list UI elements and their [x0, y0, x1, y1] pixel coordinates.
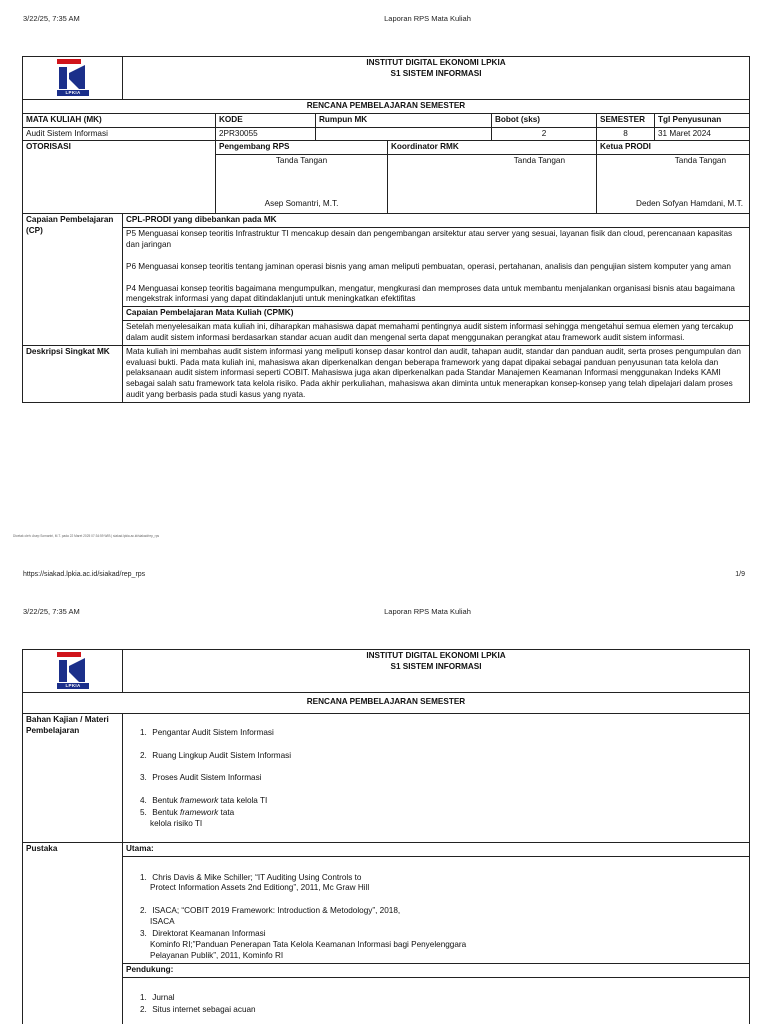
footer-url: https://siakad.lpkia.ac.id/siakad/rep_rps: [23, 571, 146, 578]
cpmk-header: Capaian Pembelajaran Mata Kuliah (CPMK): [123, 307, 750, 321]
institute-name: INSTITUT DIGITAL EKONOMI LPKIA: [366, 651, 506, 660]
cpl-p5: P5 Menguasai konsep teoritis Infrastruktur TI mencakup desain dan pengembangan arsitektur atau server yang sesuai, layanan fisik dan cloud, perencanaan kapasitas dan jaringan: [126, 229, 733, 249]
lpkia-logo: [57, 59, 89, 97]
rps-table-page2: [22, 649, 750, 1024]
mata-kuliah-header: MATA KULIAH (MK): [23, 113, 216, 127]
rps-table-page1: [22, 56, 750, 403]
rps-title: RENCANA PEMBELAJARAN SEMESTER: [23, 693, 750, 714]
kode-value: 2PR30055: [216, 127, 316, 141]
koordinator-signature-box: [388, 155, 597, 214]
pustaka-utama-list: [126, 873, 746, 962]
program-name: S1 SISTEM INFORMASI: [390, 68, 482, 78]
list-item: 1. Pengantar Audit Sistem Informasi: [140, 727, 274, 737]
pustaka-utama-content: [123, 856, 750, 964]
print-header-page2: [0, 607, 768, 621]
lpkia-logo: [57, 652, 89, 690]
bahan-kajian-content: [123, 713, 750, 842]
pustaka-pendukung-content: [123, 978, 750, 1024]
semester-header: SEMESTER: [597, 113, 655, 127]
signature-label: Tanda Tangan: [674, 156, 726, 166]
list-item: 5. Bentuk framework tata kelola risiko TI: [140, 808, 235, 828]
institute-name: INSTITUT DIGITAL EKONOMI LPKIA: [366, 58, 506, 67]
materi-list: [126, 728, 746, 830]
pustaka-pendukung-header: Pendukung:: [123, 964, 750, 978]
logo-cell: [23, 57, 123, 100]
pengembang-header: Pengembang RPS: [216, 141, 388, 155]
list-item: 4. Bentuk framework tata kelola TI: [140, 796, 268, 806]
rumpun-header: Rumpun MK: [316, 113, 492, 127]
cpl-p6: P6 Menguasai konsep teoritis tentang jaminan operasi bisnis yang aman meliputi pembuatan, operasi, pertahanan, analisis dan pengujian sistem komputer yang aman: [126, 261, 731, 271]
bobot-header: Bobot (sks): [492, 113, 597, 127]
ketua-signature-box: [597, 155, 750, 214]
deskripsi-content: Mata kuliah ini membahas audit sistem informasi yang meliputi konsep dasar kontrol dan audit, tahapan audit, standar dan panduan audit, serta proses pengumpulan dan evaluasi bukti. Pada mata kuliah ini, mahasiswa akan diperkenalkan dengan beberapa framework yang dapat dipakai sebagai panduan penyusunan tata kelola dan pelaksanaan audit sistem informasi seperti COBIT. Mahasiswa juga akan diperkenalkan pada Standar Manajemen Keamanan Informasi menggunakan Indeks KAMI sebagai salah satu framework tata kelola risiko. Pada akhir perkuliahan, mahasiswa akan diminta untuk menerapkan konsep-konsep yang telah dipelajari dalam proses audit yang berbasis pada studi kasus yang nyata.: [123, 345, 750, 402]
bahan-kajian-label: Bahan Kajian / Materi Pembelajaran: [23, 713, 123, 842]
pengembang-signature-box: [216, 155, 388, 214]
bobot-value: 2: [492, 127, 597, 141]
tgl-header: Tgl Penyusunan: [655, 113, 750, 127]
otorisasi-label: OTORISASI: [23, 141, 216, 214]
print-doc-title: Laporan RPS Mata Kuliah: [384, 607, 471, 616]
kode-header: KODE: [216, 113, 316, 127]
logo-plate: LPKIA: [57, 90, 89, 96]
pustaka-pendukung-list: [126, 993, 746, 1016]
list-item: 1. Jurnal: [140, 993, 175, 1003]
print-note: Dicetak oleh: Asep Somantri, M.T. pada 22 Maret 2025 07:34:59 WIB | siakad.lpkia.ac.id/siakad/rep_rps: [13, 534, 160, 538]
mata-kuliah-value: Audit Sistem Informasi: [23, 127, 216, 141]
list-item: 2. ISACA; “COBIT 2019 Framework: Introduction & Metodology”, 2018, ISACA: [140, 906, 401, 927]
institute-header: [123, 57, 750, 100]
ketua-header: Ketua PRODI: [597, 141, 750, 155]
koordinator-header: Koordinator RMK: [388, 141, 597, 155]
cpl-content: [123, 228, 750, 307]
semester-value: 8: [597, 127, 655, 141]
list-item: 3. Direktorat Keamanan Informasi Kominfo RI;”Panduan Penerapan Tata Kelola Keamanan Informasi bagi Penyelenggara Pelayanan Publik”, 2011, Kominfo RI: [140, 928, 467, 960]
institute-header: [123, 650, 750, 693]
list-item: 3. Proses Audit Sistem Informasi: [140, 773, 262, 783]
list-item: 2. Situs internet sebagai acuan: [140, 1005, 256, 1015]
print-timestamp: 3/22/25, 7:35 AM: [23, 607, 80, 616]
pustaka-label: Pustaka: [23, 842, 123, 1024]
pengembang-name: Asep Somantri, M.T.: [264, 199, 339, 209]
ketua-name: Deden Sofyan Hamdani, M.T.: [636, 199, 743, 209]
tgl-value: 31 Maret 2024: [655, 127, 750, 141]
program-name: S1 SISTEM INFORMASI: [390, 661, 482, 671]
signature-label: Tanda Tangan: [513, 156, 565, 166]
footer-page-number: 1/9: [735, 571, 745, 578]
print-doc-title: Laporan RPS Mata Kuliah: [384, 14, 471, 23]
signature-label: Tanda Tangan: [275, 156, 328, 166]
cpmk-content: Setelah menyelesaikan mata kuliah ini, diharapkan mahasiswa dapat memahami pentingnya audit sistem informasi sehingga mengetahui semua elemen yang tercakup dalam audit sistem informasi berdasarkan standar acuan audit dan mengenal serta dapat menggunakan perangkat atau framework audit sistem informasi.: [123, 321, 750, 346]
cpl-p4: P4 Menguasai konsep teoritis bagaimana mengumpulkan, mengatur, mengkurasi dan memproses data untuk membantu menjalankan organisasi bisnis atau bagaimana mengekstrak informasi yang dapat ditindaklanjuti untuk meningkatkan efektifitas: [126, 283, 735, 304]
logo-cell: [23, 650, 123, 693]
deskripsi-label: Deskripsi Singkat MK: [23, 345, 123, 402]
cp-label: Capaian Pembelajaran (CP): [23, 214, 123, 345]
print-timestamp: 3/22/25, 7:35 AM: [23, 14, 80, 23]
rumpun-value: [316, 127, 492, 141]
pustaka-utama-header: Utama:: [123, 842, 750, 856]
print-header-page1: [0, 14, 768, 28]
list-item: 2. Ruang Lingkup Audit Sistem Informasi: [140, 750, 292, 760]
rps-title: RENCANA PEMBELAJARAN SEMESTER: [23, 100, 750, 114]
logo-plate: LPKIA: [57, 683, 89, 689]
list-item: 1. Chris Davis & Mike Schiller; “IT Auditing Using Controls to Protect Information Assets 2nd Editiong”, 2011, Mc Graw Hill: [140, 872, 370, 893]
cpl-header: CPL-PRODI yang dibebankan pada MK: [123, 214, 750, 228]
